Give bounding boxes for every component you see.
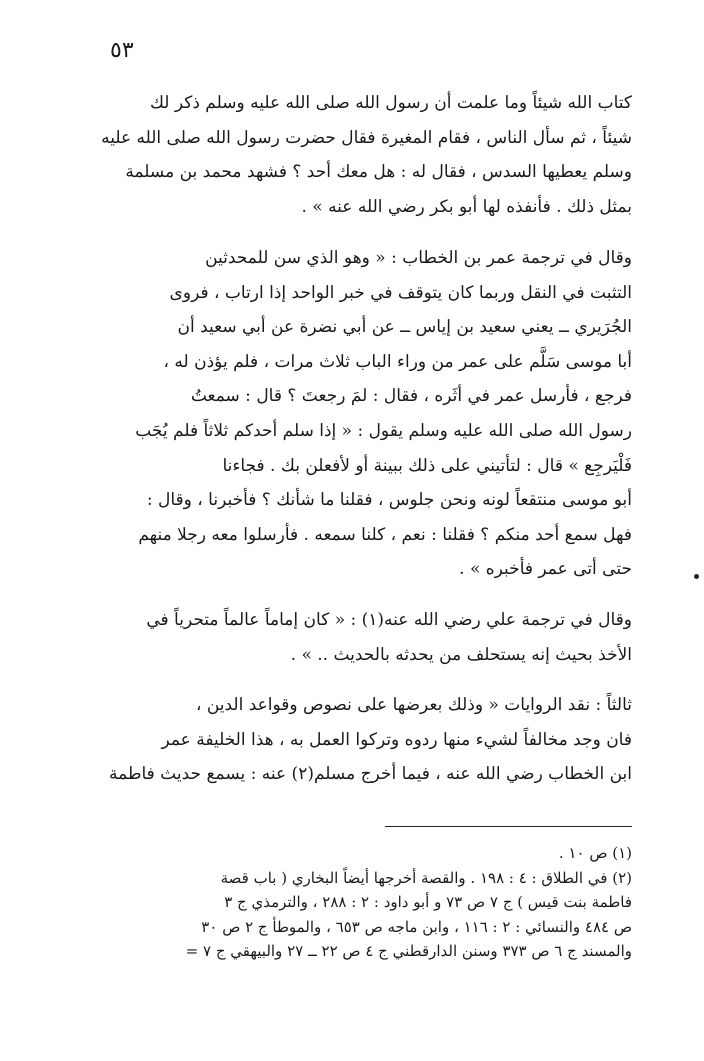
page-number: ٥٣ — [110, 38, 134, 63]
text-line: وقال في ترجمة عمر بن الخطاب : « وهو الذي سن للمحدثين — [205, 248, 632, 268]
text-line: فان وجد مخالفاً لشيء منها ردوه وتركوا العمل به ، هذا الخليفة عمر — [161, 729, 632, 750]
footnote-line: فاطمة بنت قيس ) ج ٧ ص ٧٣ و أبو داود : ٢ : ٢٨٨ ، والترمذي ج ٣ — [224, 893, 632, 911]
footnote-line: ص ٤٨٤ والنسائي : ٢ : ١١٦ ، وابن ماجه ص ٦٥٣ ، والموطأ ج ٢ ص ٣٠ — [201, 917, 632, 936]
paragraph-4 — [66, 688, 632, 792]
text-line: وسلم يعطيها السدس ، فقال له : هل معك أحد ؟ فشهد محمد بن مسلمة — [125, 162, 632, 183]
text-line: ثالثاً : نقد الروايات « وذلك بعرضها على نصوص وقواعد الدين ، — [195, 695, 632, 715]
paragraph-1 — [66, 86, 632, 224]
text-line: وقال في ترجمة علي رضي الله عنه(١) : « كان إماماً عالماً متحرياً في — [146, 610, 632, 630]
text-line: حتى أتى عمر فأخبره » . — [459, 559, 632, 580]
text-line: الأخذ بحيث إنه يستحلف من يحدثه بالحديث .. » . — [290, 644, 632, 665]
footnote-line: والمسند ج ٦ ص ٣٧٣ وسنن الدارقطني ج ٤ ص ٢٢ ــ ٢٧ والبيهقي ج ٧ = — [185, 942, 632, 960]
text-line: أبا موسى سَلَّم على عمر من وراء الباب ثلاث مرات ، فلم يؤذن له ، — [163, 351, 632, 372]
footnote-line: (١) ص ١٠ . — [558, 844, 632, 862]
text-line: فرجع ، فأرسل عمر في أثَره ، فقال : لمَ رجعتَ ؟ قال : سمعتُ — [190, 386, 632, 407]
text-line: أبو موسى منتقعاً لونه ونحن جلوس ، فقلنا ما شأنك ؟ فأخبرنا ، وقال : — [146, 490, 632, 511]
paragraph-3 — [66, 603, 632, 672]
text-line: فهل سمع أحد منكم ؟ فقلنا : نعم ، كلنا سمعه . فأرسلوا معه رجلا منهم — [138, 524, 632, 545]
text-line: رسول الله صلى الله عليه وسلم يقول : « إذا سلم أحدكم ثلاثاً فلم يُجَب — [135, 420, 632, 441]
footnote-line: (٢) في الطلاق : ٤ : ١٩٨ . والقصة أخرجها أيضاً البخاري ( باب قصة — [220, 868, 632, 887]
text-line: بمثل ذلك . فأنفذه لها أبو بكر رضي الله عنه » . — [301, 196, 632, 217]
text-line: شيئاً ، ثم سأل الناس ، فقام المغيرة فقال حضرت رسول الله صلى الله عليه — [101, 127, 632, 148]
text-line: التثبت في النقل وربما كان يتوقف في خبر الواحد إذا ارتاب ، فروى — [169, 282, 632, 303]
footnotes — [66, 841, 632, 964]
paragraph-2 — [66, 241, 632, 587]
text-line: الجُرَيري ــ يعني سعيد بن إياس ــ عن أبي نضرة عن أبي سعيد أن — [177, 317, 632, 338]
text-line: ابن الخطاب رضي الله عنه ، فيما أخرج مسلم(٢) عنه : يسمع حديث فاطمة — [109, 764, 632, 785]
text-line: فَلْيَرجِع » قال : لتأتيني على ذلك ببينة أو لأفعلن بك . فجاءنا — [222, 455, 632, 476]
margin-dot — [694, 574, 699, 579]
text-line: كتاب الله شيئاً وما علمت أن رسول الله صلى الله عليه وسلم ذكر لك — [149, 93, 632, 113]
footnote-divider — [385, 826, 632, 827]
